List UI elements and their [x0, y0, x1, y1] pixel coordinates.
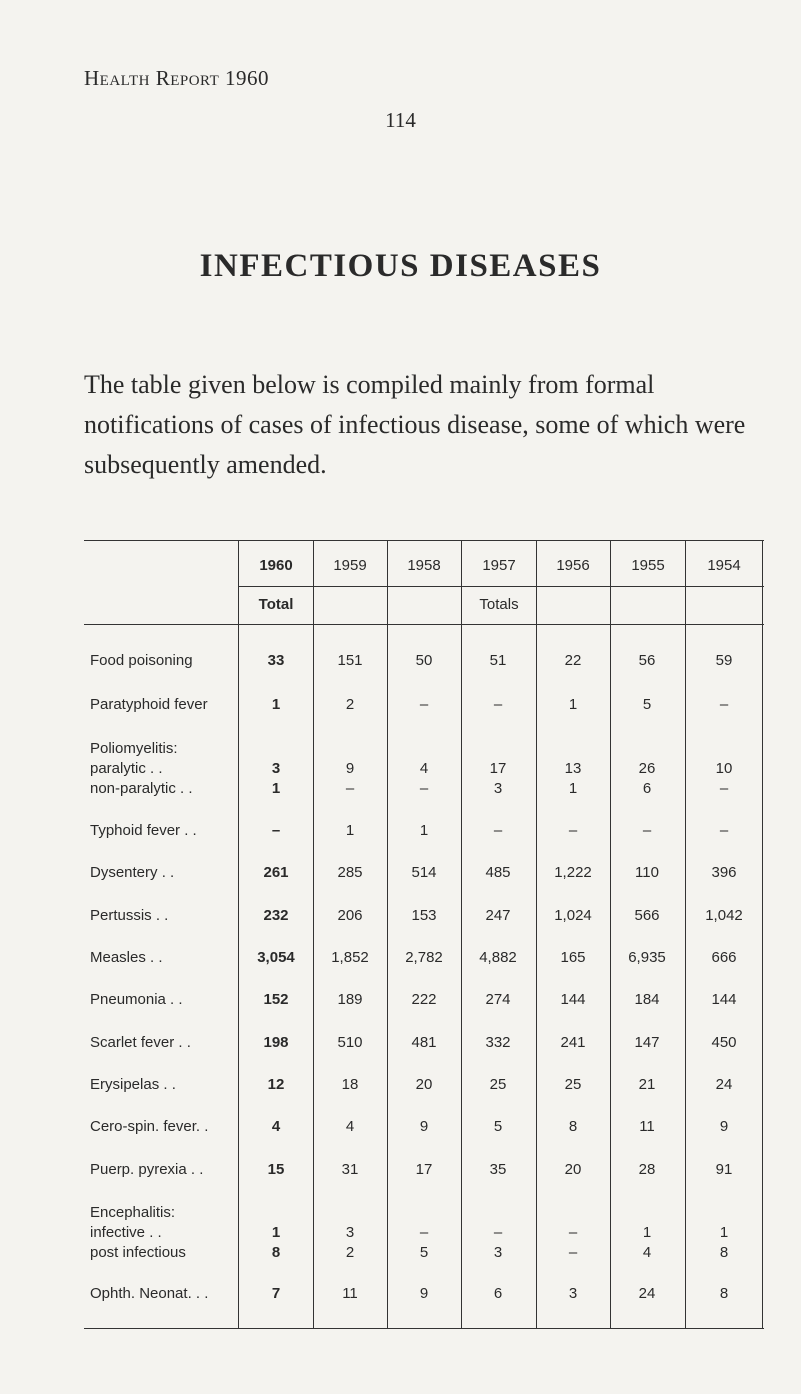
table-cell: 7 — [271, 1285, 281, 1302]
row-label: Scarlet fever . . — [90, 1034, 191, 1051]
table-cell: 165 — [560, 949, 586, 966]
table-cell: 8 — [719, 1285, 729, 1302]
table-cell: 151 — [337, 652, 363, 669]
year-header-1958: 1958 — [407, 557, 441, 574]
row-label: Puerp. pyrexia . . — [90, 1161, 204, 1178]
row-label: paralytic . . — [90, 760, 163, 777]
table-cell: 1 — [271, 696, 281, 713]
table-cell: – — [271, 822, 281, 839]
table-cell: 18 — [341, 1076, 359, 1093]
table-cell: 15 — [267, 1161, 285, 1178]
row-label: Measles . . — [90, 949, 163, 966]
table-cell: 241 — [560, 1034, 586, 1051]
table-cell: – — [493, 822, 503, 839]
table-cell: 12 — [267, 1076, 285, 1093]
table-cell: 1 — [642, 1224, 652, 1241]
table-cell: 566 — [634, 907, 660, 924]
table-cell: 3 — [493, 780, 503, 797]
table-cell: – — [719, 780, 729, 797]
table-cell: 3 — [345, 1224, 355, 1241]
table-cell: 8 — [719, 1244, 729, 1261]
table-cell: 1,042 — [705, 907, 743, 924]
col-divider-label — [238, 540, 239, 1329]
table-cell: – — [568, 1244, 578, 1261]
table-cell: 22 — [564, 652, 582, 669]
table-cell: – — [719, 696, 729, 713]
table-cell: 91 — [715, 1161, 733, 1178]
page-title: INFECTIOUS DISEASES — [199, 248, 602, 284]
table-cell: 31 — [341, 1161, 359, 1178]
table-cell: 9 — [345, 760, 355, 777]
table-cell: 232 — [263, 907, 289, 924]
table-cell: 450 — [711, 1034, 737, 1051]
table-cell: 9 — [719, 1118, 729, 1135]
table-cell: 17 — [489, 760, 507, 777]
col-divider-1956 — [610, 540, 611, 1329]
table-cell: 5 — [493, 1118, 503, 1135]
table-cell: 332 — [485, 1034, 511, 1051]
col-divider-1954 — [762, 540, 763, 1329]
row-label: Encephalitis: — [90, 1204, 176, 1221]
table-cell: 59 — [715, 652, 733, 669]
table-cell: 4 — [345, 1118, 355, 1135]
table-bottom-rule — [84, 1328, 764, 1329]
row-label: Dysentery . . — [90, 864, 175, 881]
table-cell: 514 — [411, 864, 437, 881]
table-cell: – — [419, 780, 429, 797]
row-label: Pertussis . . — [90, 907, 169, 924]
table-cell: 56 — [638, 652, 656, 669]
table-cell: – — [642, 822, 652, 839]
table-cell: 666 — [711, 949, 737, 966]
table-cell: 247 — [485, 907, 511, 924]
table-cell: 24 — [638, 1285, 656, 1302]
table-cell: 3 — [493, 1244, 503, 1261]
table-cell: 21 — [638, 1076, 656, 1093]
table-cell: 1 — [345, 822, 355, 839]
row-label: Ophth. Neonat. . . — [90, 1285, 209, 1302]
table-cell: 2 — [345, 1244, 355, 1261]
col-divider-1957 — [536, 540, 537, 1329]
table-cell: 2 — [345, 696, 355, 713]
table-cell: 9 — [419, 1118, 429, 1135]
table-cell: 1 — [271, 1224, 281, 1241]
table-top-rule — [84, 540, 764, 541]
year-header-1956: 1956 — [556, 557, 590, 574]
row-label: post infectious — [90, 1244, 186, 1261]
row-label: infective . . — [90, 1224, 162, 1241]
table-cell: 222 — [411, 991, 437, 1008]
table-cell: 144 — [711, 991, 737, 1008]
table-cell: 3 — [271, 760, 281, 777]
year-header-1959: 1959 — [333, 557, 367, 574]
row-label: Erysipelas . . — [90, 1076, 176, 1093]
table-cell: 144 — [560, 991, 586, 1008]
table-cell: 274 — [485, 991, 511, 1008]
table-cell: 8 — [568, 1118, 578, 1135]
table-cell: 6 — [642, 780, 652, 797]
table-cell: 198 — [263, 1034, 289, 1051]
col-divider-1955 — [685, 540, 686, 1329]
table-cell: – — [568, 1224, 578, 1241]
year-header-1957: 1957 — [482, 557, 516, 574]
table-cell: 4 — [271, 1118, 281, 1135]
table-cell: – — [493, 696, 503, 713]
table-cell: – — [419, 696, 429, 713]
table-cell: 153 — [411, 907, 437, 924]
table-cell: 189 — [337, 991, 363, 1008]
table-cell: 5 — [642, 696, 652, 713]
table-cell: 10 — [715, 760, 733, 777]
col-divider-1960 — [313, 540, 314, 1329]
intro-paragraph: The table given below is compiled mainly from formal notifications of cases of infectious disease, some of which were subsequently amended. — [84, 370, 746, 479]
table-cell: – — [345, 780, 355, 797]
table-cell: 184 — [634, 991, 660, 1008]
table-cell: 1 — [271, 780, 281, 797]
table-cell: 25 — [489, 1076, 507, 1093]
row-label: Food poisoning — [90, 652, 193, 669]
table-cell: 35 — [489, 1161, 507, 1178]
table-cell: 147 — [634, 1034, 660, 1051]
table-cell: 11 — [342, 1285, 358, 1302]
table-cell: 261 — [263, 864, 289, 881]
table-cell: 481 — [411, 1034, 437, 1051]
table-cell: 50 — [415, 652, 433, 669]
infectious-diseases-table — [84, 540, 764, 1383]
row-label: Poliomyelitis: — [90, 740, 178, 757]
table-cell: 152 — [263, 991, 289, 1008]
table-cell: 1,222 — [554, 864, 592, 881]
table-cell: 28 — [638, 1161, 656, 1178]
table-cell: 206 — [337, 907, 363, 924]
table-cell: 485 — [485, 864, 511, 881]
row-label: non-paralytic . . — [90, 780, 193, 797]
row-label: Cero-spin. fever. . — [90, 1118, 209, 1135]
table-cell: 33 — [267, 652, 285, 669]
table-cell: 13 — [564, 760, 582, 777]
table-cell: 20 — [564, 1161, 582, 1178]
table-cell: – — [493, 1224, 503, 1241]
table-cell: 9 — [419, 1285, 429, 1302]
header-bottom-rule — [84, 624, 764, 625]
table-cell: 24 — [715, 1076, 733, 1093]
table-cell: 1 — [719, 1224, 729, 1241]
table-cell: 396 — [711, 864, 737, 881]
table-cell: 6,935 — [628, 949, 666, 966]
year-header-1960: 1960 — [259, 557, 293, 574]
col-divider-1959 — [387, 540, 388, 1329]
year-header-1954: 1954 — [707, 557, 741, 574]
table-cell: 51 — [489, 652, 507, 669]
table-cell: – — [719, 822, 729, 839]
table-cell: 26 — [638, 760, 656, 777]
year-header-1955: 1955 — [631, 557, 665, 574]
totals-subheader: Totals — [479, 596, 519, 613]
table-cell: 25 — [564, 1076, 582, 1093]
table-cell: – — [568, 822, 578, 839]
col-divider-1958 — [461, 540, 462, 1329]
table-cell: 5 — [419, 1244, 429, 1261]
table-cell: 4,882 — [479, 949, 517, 966]
table-cell: 1,024 — [554, 907, 592, 924]
row-label: Paratyphoid fever — [90, 696, 208, 713]
row-label: Pneumonia . . — [90, 991, 183, 1008]
table-cell: 20 — [415, 1076, 433, 1093]
table-cell: 1 — [568, 696, 578, 713]
table-cell: 285 — [337, 864, 363, 881]
table-cell: – — [419, 1224, 429, 1241]
table-cell: 1 — [568, 780, 578, 797]
table-cell: 1 — [419, 822, 429, 839]
table-cell: 110 — [635, 864, 659, 881]
table-cell: 3 — [568, 1285, 578, 1302]
table-cell: 11 — [639, 1118, 655, 1135]
table-cell: 6 — [493, 1285, 503, 1302]
table-cell: 4 — [642, 1244, 652, 1261]
table-cell: 1,852 — [331, 949, 369, 966]
total-subheader: Total — [258, 596, 294, 613]
page-number: 114 — [385, 108, 416, 132]
row-label: Typhoid fever . . — [90, 822, 197, 839]
table-cell: 2,782 — [405, 949, 443, 966]
table-cell: 8 — [271, 1244, 281, 1261]
table-cell: 3,054 — [257, 949, 295, 966]
running-head: Health Report 1960 — [84, 66, 270, 90]
table-cell: 17 — [415, 1161, 433, 1178]
table-cell: 510 — [337, 1034, 363, 1051]
table-cell: 4 — [419, 760, 429, 777]
